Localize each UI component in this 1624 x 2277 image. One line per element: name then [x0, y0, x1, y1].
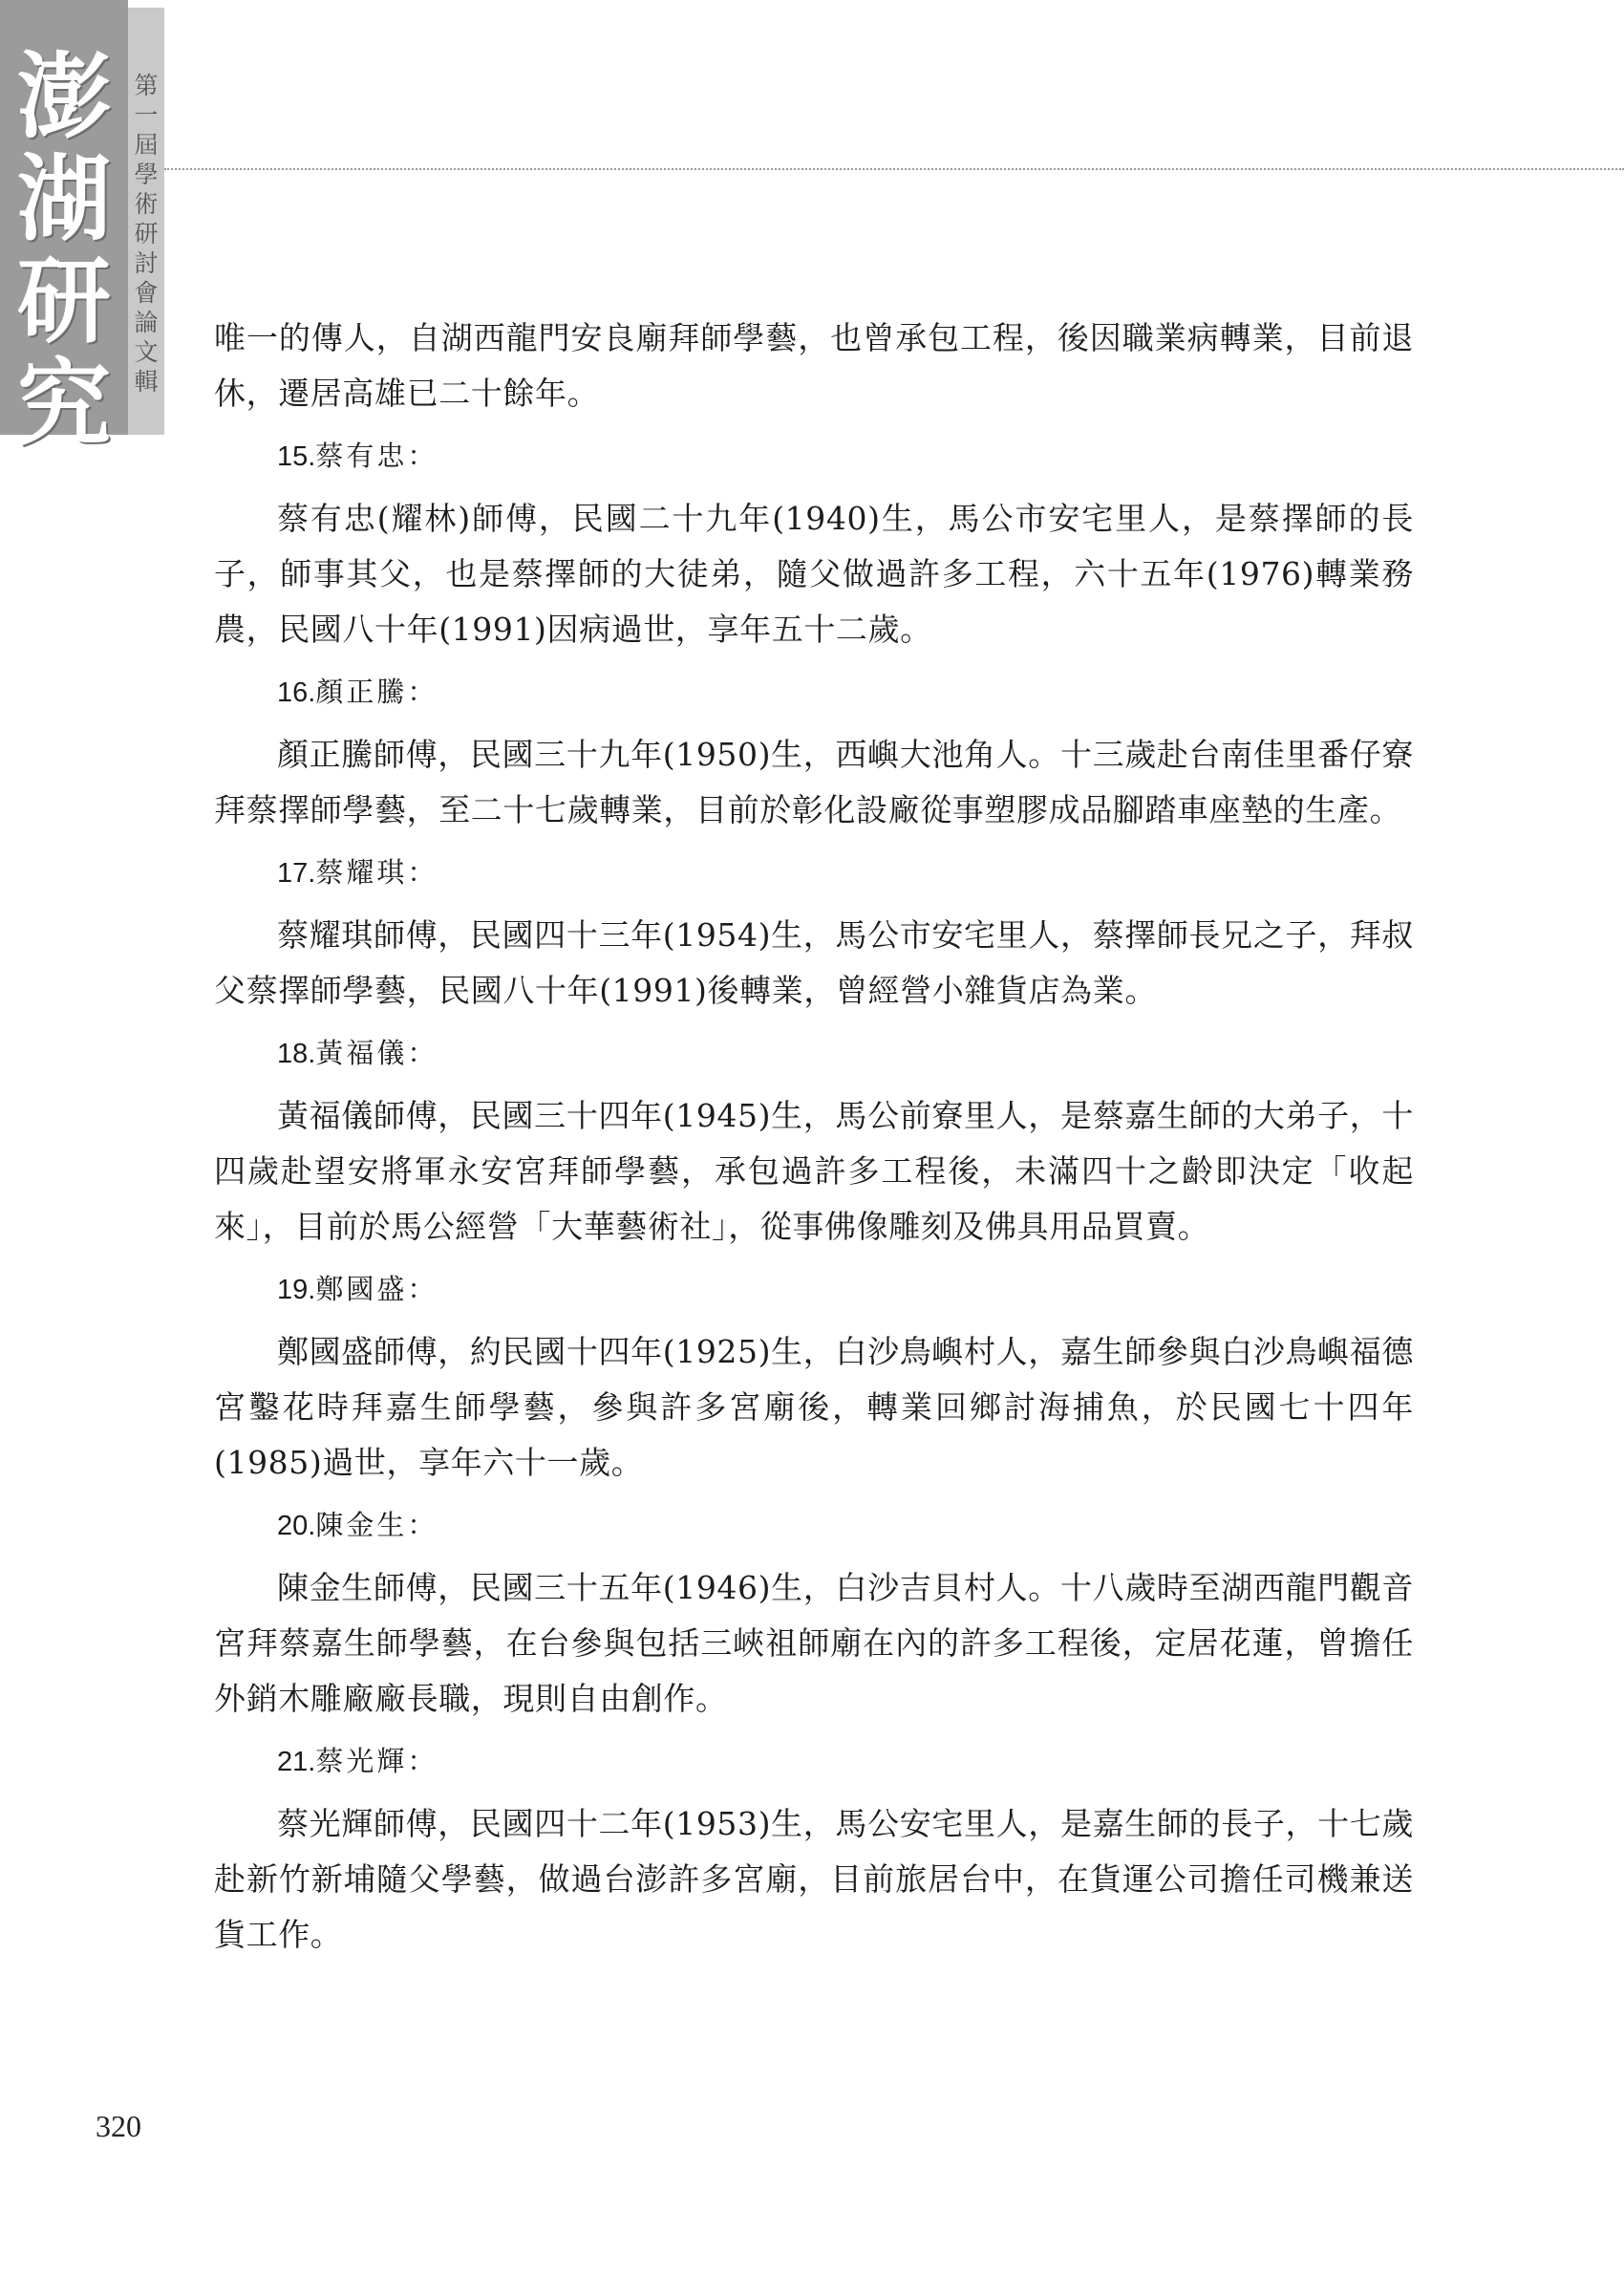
entry-number: 16.: [277, 677, 316, 708]
journal-subtitle-char: 屆: [134, 131, 159, 159]
entry-number: 19.: [277, 1275, 316, 1305]
entry-heading: [277, 435, 1414, 478]
journal-subtitle-char: 術: [134, 190, 159, 218]
entry-name: 陳金生：: [315, 1509, 438, 1541]
journal-subtitle: [128, 71, 164, 397]
journal-subtitle-char: 討: [134, 249, 159, 277]
entry-name: 蔡有忠：: [315, 440, 438, 472]
entry-heading: [277, 851, 1414, 894]
journal-title-char: 澎: [16, 42, 111, 152]
entry-name: 蔡耀琪：: [315, 856, 438, 889]
entry-name: 黃福儀：: [315, 1037, 438, 1069]
entry-paragraph: 陳金生師傅，民國三十五年(1946)生，白沙吉貝村人。十八歲時至湖西龍門觀音宮拜蔡嘉生師學藝，在台參與包括三峽祖師廟在內的許多工程後，定居花蓮，曾擔任外銷木雕廠廠長職，現則自由創作。: [214, 1569, 1414, 1717]
entry-paragraph: 蔡有忠(耀林)師傅，民國二十九年(1940)生，馬公市安宅里人，是蔡擇師的長子，師事其父，也是蔡擇師的大徒弟，隨父做過許多工程，六十五年(1976)轉業務農，民國八十年(1991)因病過世，享年五十二歲。: [214, 500, 1414, 648]
entry-heading: [277, 1504, 1414, 1547]
entry-heading: [277, 1268, 1414, 1311]
journal-subtitle-char: 研: [134, 220, 159, 247]
entry-paragraph: 蔡耀琪師傅，民國四十三年(1954)生，馬公市安宅里人，蔡擇師長兄之子，拜叔父蔡擇師學藝，民國八十年(1991)後轉業，曾經營小雜貨店為業。: [214, 916, 1414, 1009]
entry-paragraph: 黃福儀師傅，民國三十四年(1945)生，馬公前寮里人，是蔡嘉生師的大弟子，十四歲赴望安將軍永安宮拜師學藝，承包過許多工程後，未滿四十之齡即決定「收起來」，目前於馬公經營「大華藝術社」，從事佛像雕刻及佛具用品買賣。: [214, 1097, 1414, 1245]
entry-name: 蔡光輝：: [315, 1745, 438, 1777]
journal-title-char: 湖: [16, 144, 111, 254]
entry-heading: [277, 671, 1414, 714]
entry-number: 17.: [277, 858, 316, 889]
entry-heading: [277, 1740, 1414, 1783]
journal-subtitle-char: 輯: [134, 368, 159, 396]
entry-heading: [277, 1032, 1414, 1075]
main-text: [214, 311, 1414, 1963]
journal-subtitle-char: 會: [134, 279, 159, 307]
entry-name: 顏正騰：: [315, 676, 438, 708]
journal-title-char: 研: [16, 247, 111, 356]
entry-number: 18.: [277, 1039, 316, 1069]
journal-subtitle-char: 文: [134, 338, 159, 366]
entry-paragraph: 鄭國盛師傅，約民國十四年(1925)生，白沙鳥嶼村人，嘉生師參與白沙鳥嶼福德宮鑿花時拜嘉生師學藝，參與許多宮廟後，轉業回鄉討海捕魚，於民國七十四年(1985)過世，享年六十一歲。: [214, 1333, 1414, 1481]
journal-subtitle-char: 論: [134, 309, 159, 336]
page-number: 320: [96, 2109, 141, 2143]
entry-paragraph: 蔡光輝師傅，民國四十二年(1953)生，馬公安宅里人，是嘉生師的長子，十七歲赴新竹新埔隨父學藝，做過台澎許多宮廟，目前旅居台中，在貨運公司擔任司機兼送貨工作。: [214, 1805, 1414, 1953]
entry-name: 鄭國盛：: [315, 1273, 438, 1305]
journal-subtitle-char: 學: [134, 161, 159, 188]
journal-title: [8, 42, 120, 459]
intro-paragraph: 唯一的傳人，自湖西龍門安良廟拜師學藝，也曾承包工程，後因職業病轉業，目前退休，遷居高雄已二十餘年。: [214, 319, 1414, 412]
journal-subtitle-char: 一: [134, 101, 159, 129]
entry-paragraph: 顏正騰師傅，民國三十九年(1950)生，西嶼大池角人。十三歲赴台南佳里番仔寮拜蔡擇師學藝，至二十七歲轉業，目前於彰化設廠從事塑膠成品腳踏車座墊的生產。: [214, 736, 1414, 828]
header-dotted-rule: [164, 168, 1624, 170]
journal-title-char: 究: [16, 349, 111, 459]
journal-subtitle-char: 第: [134, 72, 159, 99]
entry-number: 15.: [277, 441, 316, 472]
entry-number: 21.: [277, 1747, 316, 1777]
entry-number: 20.: [277, 1511, 316, 1541]
